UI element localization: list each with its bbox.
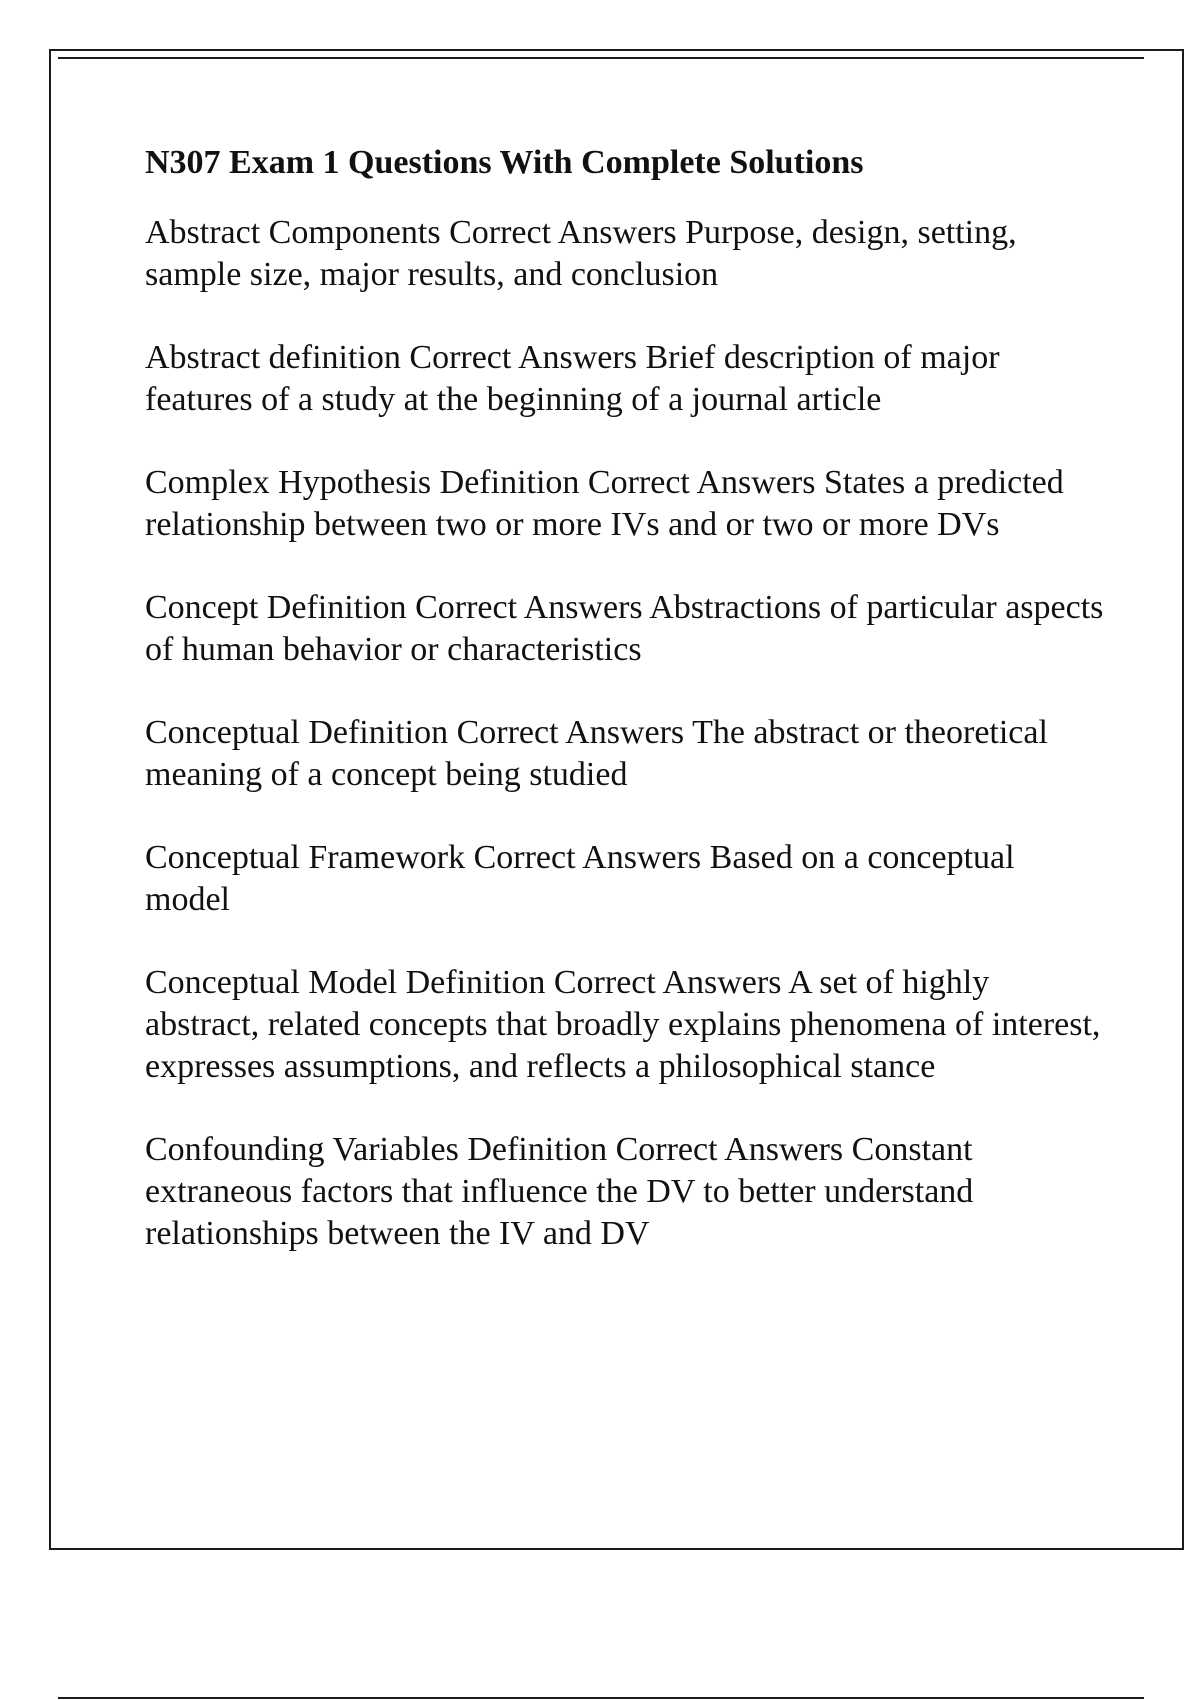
document-title: N307 Exam 1 Questions With Complete Solutions [145,144,864,181]
entry-separator: Correct Answers [449,214,677,251]
entry-term: Abstract Components [145,214,441,251]
entry-term: Abstract definition [145,339,401,376]
entry-term: Conceptual Framework [145,839,466,876]
qa-entry-abstract-definition [145,337,1105,421]
qa-entry-conceptual-framework [145,837,1105,921]
entry-separator: Correct Answers [587,464,816,501]
bottom-divider [58,1697,1144,1699]
entry-answer: Constant extraneous factors that influence the DV to better understand relationships between the IV and DV [145,1131,982,1252]
qa-entry-confounding-variables [145,1129,1105,1255]
entry-answer: Abstractions of particular aspects of human behavior or characteristics [145,589,1112,668]
entry-separator: Correct Answers [409,339,637,376]
entry-term: Conceptual Definition [145,714,449,751]
entry-separator: Correct Answers [553,964,782,1001]
entry-separator: Correct Answers [415,589,643,626]
entry-term: Complex Hypothesis Definition [145,464,580,501]
entry-separator: Correct Answers [456,714,685,751]
entry-term: Concept Definition [145,589,407,626]
entry-answer: A set of highly abstract, related concepts that broadly explains phenomena of interest, expresses assumptions, and reflects a philosophical stance [145,964,1109,1085]
qa-entry-abstract-components [145,212,1105,296]
entry-answer: Brief description of major features of a study at the beginning of a journal article [145,339,1009,418]
entry-separator: Correct Answers [473,839,702,876]
qa-entry-complex-hypothesis [145,462,1105,546]
entry-answer: The abstract or theoretical meaning of a concept being studied [145,714,1057,793]
entry-answer: Based on a conceptual model [145,839,1024,918]
entry-term: Conceptual Model Definition [145,964,546,1001]
entry-answer: Purpose, design, setting, sample size, major results, and conclusion [145,214,1026,293]
entry-answer: States a predicted relationship between two or more IVs and or two or more DVs [145,464,1073,543]
document-body [145,140,1112,1296]
entry-separator: Correct Answers [615,1131,844,1168]
qa-entry-concept-definition [145,587,1112,671]
qa-entry-conceptual-model [145,962,1109,1088]
entry-term: Confounding Variables Definition [145,1131,608,1168]
top-divider [58,57,1144,59]
qa-entry-conceptual-definition [145,712,1105,796]
